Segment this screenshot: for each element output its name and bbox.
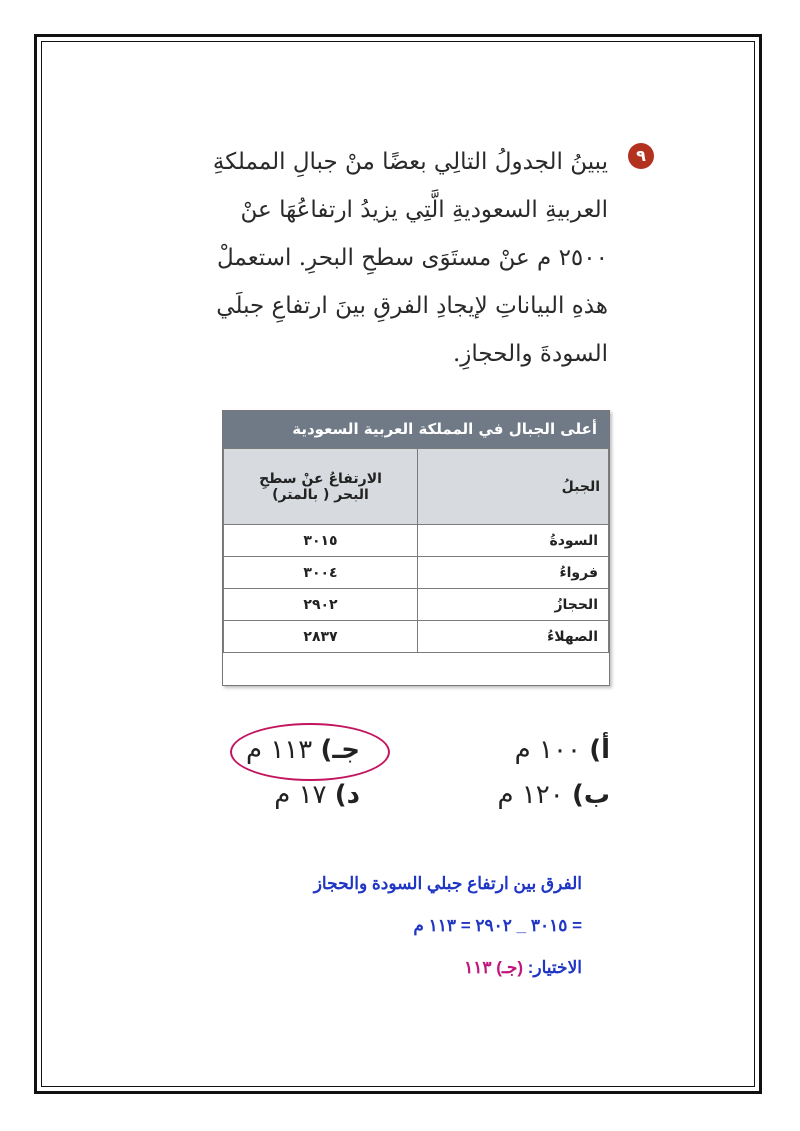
solution-line-2: = ٣٠١٥ _ ٢٩٠٢ = ١١٣ م (413, 916, 582, 935)
header-mountain: الجبلُ (418, 449, 609, 525)
cell-height: ٣٠١٥ (224, 525, 418, 557)
solution-line-1: الفرق بين ارتفاع جبلي السودة والحجاز (313, 874, 582, 893)
option-a (515, 735, 610, 765)
cell-height: ٢٨٣٧ (224, 621, 418, 653)
table-row (224, 557, 609, 589)
table-title: أعلى الجبال في المملكة العربية السعودية (223, 411, 609, 448)
question-line: يبينُ الجدولُ التالِي بعضًا منْ جبالِ المملكةِ (212, 149, 608, 175)
cell-mountain: السودةُ (418, 525, 609, 557)
table-row (224, 525, 609, 557)
option-d-letter: د) (334, 780, 360, 810)
table-row (224, 621, 609, 653)
question-text (148, 138, 608, 378)
option-b (497, 780, 610, 810)
solution-choice-label: الاختيار: (527, 958, 582, 977)
cell-height: ٢٩٠٢ (224, 589, 418, 621)
question-line: ٢٥٠٠ م عنْ مستَوَى سطحِ البحرِ. استعملْ (216, 245, 608, 271)
cell-height: ٣٠٠٤ (224, 557, 418, 589)
option-a-letter: أ) (589, 735, 610, 765)
question-number-badge: ٩ (628, 143, 654, 169)
option-c-value: ١١٣ م (245, 735, 313, 765)
question-line: السودةَ والحجازِ. (452, 341, 608, 367)
header-height-line2: البحر ( بالمتر) (272, 486, 369, 503)
cell-mountain: الصهلاءُ (418, 621, 609, 653)
header-height (224, 449, 418, 525)
mountains-table (222, 410, 610, 686)
cell-mountain: الحجازُ (418, 589, 609, 621)
option-d (274, 780, 360, 810)
option-b-value: ١٢٠ م (497, 780, 564, 810)
option-b-letter: ب) (571, 780, 610, 810)
table-header-row (224, 449, 609, 525)
table-row (224, 589, 609, 621)
question-line: هذهِ البياناتِ لإيجادِ الفرقِ بينَ ارتفاعِ جبلَي (216, 293, 608, 319)
solution-line-3 (464, 958, 582, 978)
option-a-value: ١٠٠ م (514, 735, 581, 765)
question-line: العربيةِ السعوديةِ الَّتِي يزيدُ ارتفاعُهَا عنْ (240, 197, 608, 223)
mountains-data-table (223, 448, 609, 653)
cell-mountain: فرواءُ (418, 557, 609, 589)
option-c (246, 735, 360, 765)
option-d-value: ١٧ م (274, 780, 327, 810)
header-height-line1: الارتفاعُ عنْ سطحِ (259, 470, 382, 487)
option-c-letter: جـ) (320, 735, 360, 765)
solution-choice-value: (جـ) ١١٣ (464, 958, 524, 977)
